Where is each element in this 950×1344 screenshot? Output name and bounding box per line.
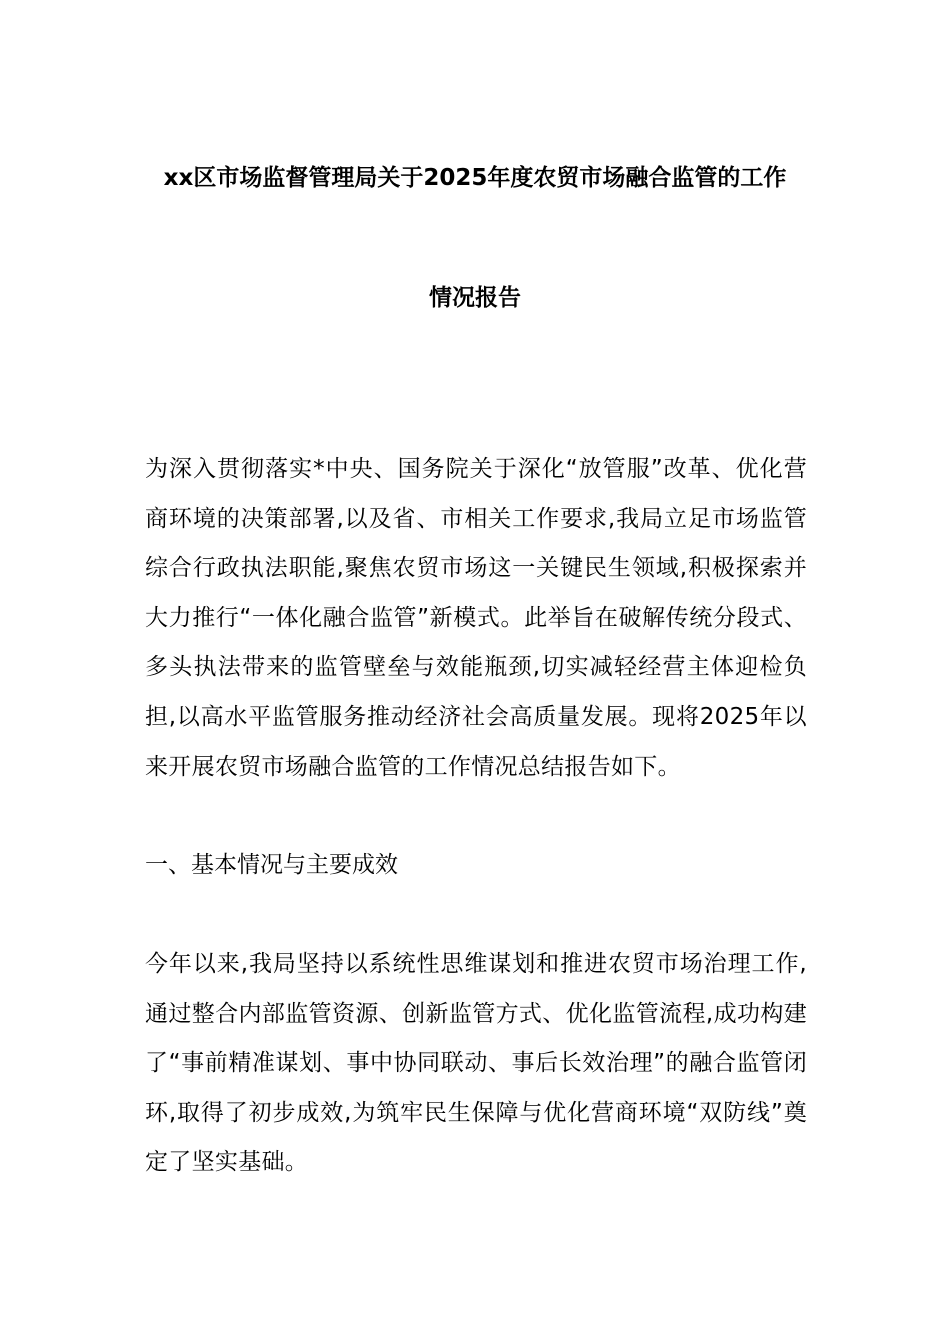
section-heading: 一、基本情况与主要成效 (145, 852, 398, 878)
document-title-line-1: xx区市场监督管理局关于2025年度农贸市场融合监管的工作 (163, 165, 787, 191)
section-paragraph: 今年以来,我局坚持以系统性思维谋划和推进农贸市场治理工作,通过整合内部监管资源、创新监管方式、优化监管流程,成功构建了“事前精准谋划、事中协同联动、事后长效治理”的融合监管闭环,取得了初步成效,为筑牢民生保障与优化营商环境“双防线”奠定了坚实基础。 (145, 951, 807, 1176)
document-title-line-2: 情况报告 (429, 285, 521, 311)
intro-paragraph: 为深入贯彻落实*中央、国务院关于深化“放管服”改革、优化营商环境的决策部署,以及省、市相关工作要求,我局立足市场监管综合行政执法职能,聚焦农贸市场这一关键民生领域,积极探索并大力推行“一体化融合监管”新模式。此举旨在破解传统分段式、多头执法带来的监管壁垒与效能瓶颈,切实减轻经营主体迎检负担,以高水平监管服务推动经济社会高质量发展。现将2025年以来开展农贸市场融合监管的工作情况总结报告如下。 (145, 456, 807, 780)
